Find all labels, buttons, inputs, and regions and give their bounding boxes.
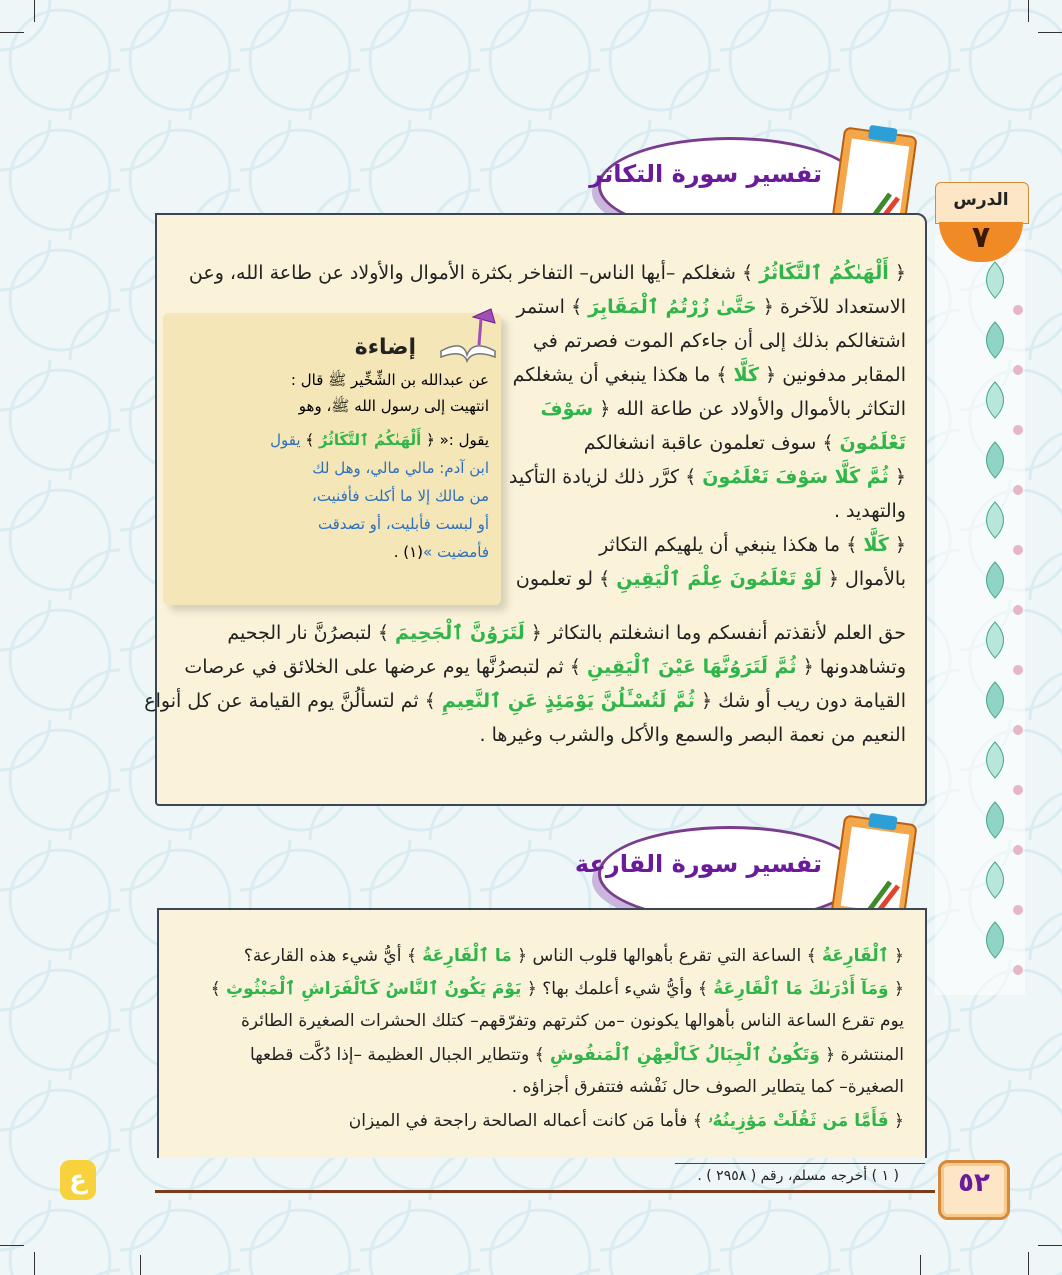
ornament-dot <box>1013 545 1023 555</box>
lesson-number: ٧ <box>971 220 991 255</box>
ornate-bracket: ﴿ <box>521 979 537 999</box>
quran-verse: مَا ٱلْقَارِعَةُ <box>422 946 512 966</box>
text-span: ﴾ أيُّ شيء هذه القارعة؟ <box>243 946 423 966</box>
ornate-bracket: ﴿ <box>821 568 839 590</box>
ornate-bracket: ﴿ <box>694 690 713 712</box>
lesson-label: الدرس <box>953 190 1009 210</box>
ornament-leaf <box>987 562 1004 598</box>
ornament-dot <box>1013 605 1023 615</box>
ornament-leaf <box>987 442 1004 478</box>
crop-mark <box>0 32 24 33</box>
text-span: يقول <box>270 431 301 449</box>
quran-verse: أَلْهَىٰكُمُ ٱلتَّكَاثُرُ <box>759 262 889 284</box>
ornate-bracket: ﴿ <box>888 1111 904 1131</box>
ornate-bracket: ﴾ <box>300 431 319 449</box>
text-span: أو لبست فأبليت، أو تصدقت <box>317 515 489 533</box>
text-span: ﴾ ما هكذا ينبغي أن يشغلكم <box>512 364 734 386</box>
sidebar-line <box>175 543 489 561</box>
sidebar-line <box>175 515 489 533</box>
quran-verse: وَتَكُونُ ٱلْجِبَالُ كَٱلْعِهْنِ ٱلْمَنفُوشِ <box>549 1045 820 1065</box>
text-span: عن عبدالله بن الشِّخِّير ﷺ قال : <box>290 371 489 389</box>
ornament-dot <box>1013 305 1023 315</box>
paragraph-line <box>172 656 906 678</box>
paragraph-line <box>172 724 906 746</box>
text-span: (١) . <box>393 543 424 561</box>
quran-verse: كَلَّا <box>733 364 759 386</box>
text-span: ﴾ ما هكذا ينبغي أن يلهيكم التكاثر <box>599 534 864 556</box>
brand-icon: ع <box>60 1160 96 1200</box>
text-span: ﴾ وتتطاير الجبال العظيمة –إذا دُكَّت قطعها <box>250 1045 550 1065</box>
quran-verse: كَلَّا <box>863 534 889 556</box>
sidebar-box <box>163 313 501 605</box>
ornament-dot <box>1013 785 1023 795</box>
paragraph-line <box>178 945 904 966</box>
quran-verse: أَلْهَىٰكُمُ ٱلتَّكَاثُرُ <box>318 431 422 449</box>
sidebar-line <box>175 431 489 449</box>
ornate-bracket: ﴾ <box>210 979 226 999</box>
text-span: ﴾ وأيُّ شيء أعلمك بها؟ <box>536 979 714 999</box>
footnote-divider <box>675 1163 925 1164</box>
ornate-bracket: ﴿ <box>819 1045 836 1065</box>
text-span: التكاثر بالأموال والأولاد عن طاعة الله <box>610 398 906 420</box>
crop-mark <box>34 1252 35 1275</box>
sidebar-title: إضاءة <box>354 335 416 360</box>
text-span: وتشاهدونها <box>813 656 906 678</box>
text-span: حق العلم لأنقذتم أنفسكم وما انشغلتم بالتكاثر <box>541 622 906 644</box>
sidebar-line <box>175 487 489 505</box>
ornament-dot <box>1013 665 1023 675</box>
paragraph-line <box>542 500 906 522</box>
text-span: ﴾ ثم لتسألُنَّ يوم القيامة عن كل أنواع <box>144 690 442 712</box>
ornament-leaf <box>987 862 1004 898</box>
sidebar-body <box>163 371 501 601</box>
ornament-leaf <box>987 262 1004 298</box>
crop-mark <box>1038 1245 1062 1246</box>
quran-verse: يَوْمَ يَكُونُ ٱلنَّاسُ كَٱلْفَرَاشِ ٱلْمَبْثُوثِ <box>225 979 522 999</box>
text-span: بالأموال <box>838 568 906 590</box>
quran-verse: لَوْ تَعْلَمُونَ عِلْمَ ٱلْيَقِينِ <box>616 568 822 590</box>
paragraph-line <box>178 1077 904 1097</box>
text-span: ابن آدم: مالي مالي، وهل لك <box>312 459 489 477</box>
ornate-bracket: ﴿ <box>796 656 814 678</box>
side-ornament <box>960 250 1030 990</box>
text-span: يقول :« <box>434 431 489 449</box>
text-span: ﴾ لتبصرُنَّ نار الجحيم <box>227 622 396 644</box>
text-span: والتهديد . <box>833 500 906 522</box>
ornament-leaf <box>987 802 1004 838</box>
text-span: ﴾ استمر <box>516 296 589 318</box>
text-span: ﴾ فأما مَن كانت أعماله الصالحة راجحة في الميزان <box>348 1111 709 1131</box>
ornate-bracket: ﴿ <box>524 622 542 644</box>
crop-mark <box>1028 1252 1029 1275</box>
text-span: من مالك إلا ما أكلت فأفنيت، <box>312 487 489 505</box>
ornament-leaf <box>987 922 1004 958</box>
ornate-bracket: ﴿ <box>888 262 906 284</box>
ornament-dot <box>1013 365 1023 375</box>
ornament-dot <box>1013 725 1023 735</box>
ornament-dot <box>1013 485 1023 495</box>
crop-mark <box>920 1255 921 1275</box>
quran-verse: ثُمَّ لَتَرَوُنَّهَا عَيْنَ ٱلْيَقِينِ <box>586 656 797 678</box>
paragraph-line <box>178 1110 904 1131</box>
section2-body <box>178 945 904 1155</box>
section2-title: تفسير سورة القارعة <box>574 850 822 878</box>
ornament-dot <box>1013 425 1023 435</box>
text-span: ﴾ سوف تعلمون عاقبة انشغالكم <box>583 432 840 454</box>
lamp-book-icon <box>433 303 503 363</box>
ornate-bracket: ﴿ <box>421 431 435 449</box>
paragraph-line <box>178 1011 904 1031</box>
quran-verse: تَعْلَمُونَ <box>839 432 906 454</box>
text-span: القيامة دون ريب أو شك <box>712 690 906 712</box>
paragraph-line <box>144 690 906 712</box>
section1-title: تفسير سورة التكاثر <box>589 160 822 188</box>
paragraph-line <box>542 398 906 420</box>
text-span: النعيم من نعمة البصر والسمع والأكل والشرب وغيرها . <box>479 724 906 746</box>
sidebar-line <box>175 397 489 419</box>
text-span: ﴾ ثم لتبصرُنَّها يوم عرضها على الخلائق في عرصات <box>184 656 587 678</box>
crop-mark <box>140 1255 141 1275</box>
quran-verse: ٱلْقَارِعَةُ <box>821 946 889 966</box>
ornament-leaf <box>987 382 1004 418</box>
ornament-leaf <box>987 682 1004 718</box>
text-span: ﴾ لو تعلمون <box>515 568 617 590</box>
ornate-bracket: ﴿ <box>511 946 528 966</box>
ornament-dot <box>1013 845 1023 855</box>
ornate-bracket: ﴿ <box>888 946 904 966</box>
ornament-dot <box>1013 965 1023 975</box>
crop-mark <box>1038 32 1062 33</box>
paragraph-line <box>542 534 906 556</box>
paragraph-line <box>516 296 906 318</box>
page-number: ٥٢ <box>958 1168 990 1198</box>
text-span: المقابر مدفونين <box>776 364 906 386</box>
crop-mark <box>1028 0 1029 22</box>
text-span: انتهيت إلى رسول الله ﷺ، وهو <box>298 397 489 415</box>
paragraph-line <box>172 262 906 284</box>
paragraph-line <box>515 568 906 590</box>
quran-verse: حَتَّىٰ زُرْتُمُ ٱلْمَقَابِرَ <box>588 296 757 318</box>
paragraph-line <box>172 622 906 644</box>
quran-verse: وَمَآ أَدْرَىٰكَ مَا ٱلْقَارِعَةُ <box>713 979 889 999</box>
bottom-rule <box>155 1190 935 1193</box>
paragraph-line <box>512 364 906 386</box>
ornate-bracket: ﴿ <box>888 979 904 999</box>
ornament-dot <box>1013 905 1023 915</box>
paragraph-line <box>508 466 906 488</box>
footnote: ( ١ ) أخرجه مسلم، رقم ( ٢٩٥٨ ) . <box>697 1168 899 1184</box>
ornament-leaf <box>987 322 1004 358</box>
quran-verse: ثُمَّ لَتُسْـَٔلُنَّ يَوْمَئِذٍ عَنِ ٱلنَّعِيمِ <box>441 690 695 712</box>
text-span: فأمضيت » <box>423 543 489 561</box>
quran-verse: سَوْفَ <box>540 398 594 420</box>
ornate-bracket: ﴿ <box>888 534 906 556</box>
text-span: يوم تقرع الساعة الناس بأهوالها يكونون –من كثرتهم وتفرّقهم– كتلك الحشرات الصغيرة الطائرة <box>240 1011 904 1031</box>
crop-mark <box>0 1245 24 1246</box>
text-span: الاستعداد للآخرة <box>773 296 906 318</box>
text-span: ﴾ شغلكم –أيها الناس– التفاخر بكثرة الأموال والأولاد عن طاعة الله، وعن <box>188 262 760 284</box>
text-span: المنتشرة <box>835 1045 904 1065</box>
quran-verse: فَأَمَّا مَن ثَقُلَتْ مَوَٰزِينُهُۥ <box>708 1111 889 1131</box>
paragraph-line <box>542 432 906 454</box>
quran-verse: ثُمَّ كَلَّا سَوْفَ تَعْلَمُونَ <box>702 466 889 488</box>
crop-mark <box>34 0 35 22</box>
lesson-badge <box>935 182 1027 264</box>
ornate-bracket: ﴿ <box>758 364 777 386</box>
quran-verse: لَتَرَوُنَّ ٱلْجَحِيمَ <box>395 622 525 644</box>
text-span: الصغيرة– كما يتطاير الصوف حال نَفْشه فتتفرق أجزاؤه . <box>511 1077 904 1097</box>
ornate-bracket: ﴿ <box>756 296 774 318</box>
ornament-leaf <box>987 742 1004 778</box>
ornament-leaf <box>987 502 1004 538</box>
sidebar-line <box>175 459 489 477</box>
text-span: ﴾ كرَّر ذلك لزيادة التأكيد <box>508 466 703 488</box>
text-span: اشتغالكم بذلك إلى أن جاءكم الموت فصرتم في <box>532 330 906 352</box>
ornate-bracket: ﴿ <box>593 398 611 420</box>
ornament-leaf <box>987 622 1004 658</box>
ornate-bracket: ﴿ <box>888 466 906 488</box>
paragraph-line <box>178 978 904 999</box>
paragraph-line <box>532 330 906 352</box>
sidebar-line <box>175 371 489 393</box>
paragraph-line <box>178 1044 904 1065</box>
text-span: ﴾ الساعة التي تقرع بأهوالها قلوب الناس <box>527 946 822 966</box>
